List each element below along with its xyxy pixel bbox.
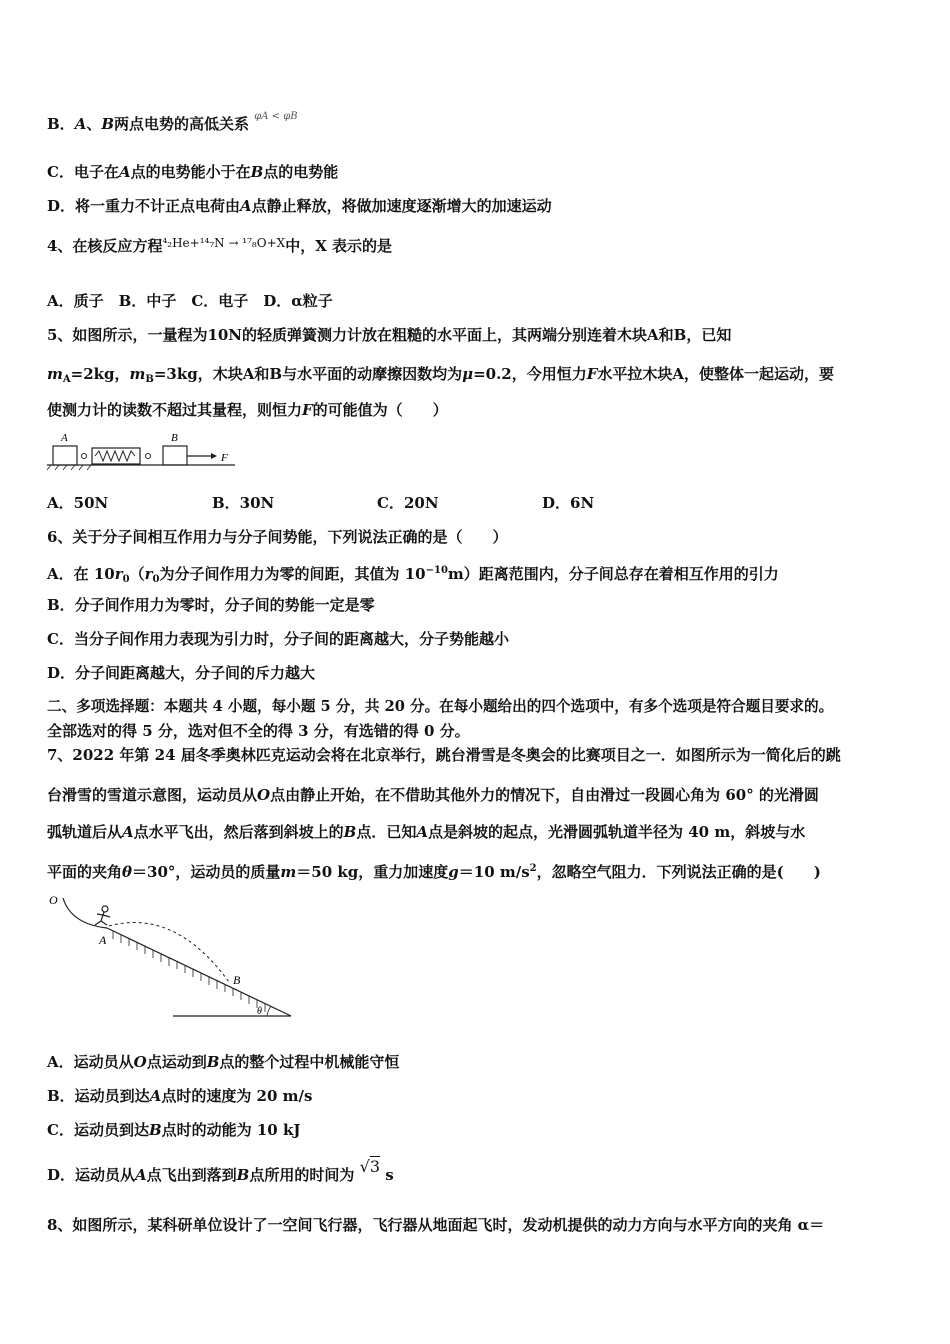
q5-line1: 5、如图所示，一量程为10N的轻质弹簧测力计放在粗糙的水平面上，其两端分别连着木块A和B，已知 xyxy=(47,326,732,344)
q3-option-b-label: B． xyxy=(47,115,75,133)
q7-option-c-text1: C．运动员到达 xyxy=(47,1121,149,1139)
q5-spring-coil xyxy=(95,451,135,461)
q7-option-c-point-b: B xyxy=(148,1121,162,1139)
q3-option-c xyxy=(47,162,338,182)
q5-spring-figure xyxy=(45,428,245,472)
q5-hook-right xyxy=(146,454,151,459)
q7-option-a xyxy=(47,1052,399,1072)
q7-skier-icon xyxy=(95,906,110,925)
q4-stem xyxy=(47,236,392,257)
q3-option-b xyxy=(47,111,298,137)
q7-line3-a: 弧轨道后从 xyxy=(47,823,123,841)
q3-option-d-text1: D．将一重力不计正点电荷由 xyxy=(47,197,241,215)
q5-mass-a: m xyxy=(47,365,63,383)
q7-option-d-point-b: B xyxy=(236,1166,250,1184)
q7-fig-label-b: B xyxy=(233,973,241,987)
q7-option-c xyxy=(47,1120,300,1140)
q5-option-a: A．50N xyxy=(47,494,109,512)
q7-option-a-text2: 点运动到 xyxy=(146,1053,207,1071)
q5-mu: μ xyxy=(462,365,474,383)
q6-option-a xyxy=(47,561,779,590)
q7-ski-jump-figure xyxy=(45,890,295,1020)
q7-theta: θ xyxy=(122,863,133,881)
q7-line1: 7、2022 年第 24 届冬季奥林匹克运动会将在北京举行，跳台滑雪是冬奥会的比赛项目之一．如图所示为一简化后的跳 xyxy=(47,746,841,764)
q7-arc-track xyxy=(63,898,107,928)
q3-option-c-text2: 点的电势能小于在 xyxy=(130,163,251,181)
q7-line4-e: ，忽略空气阻力．下列说法正确的是( ) xyxy=(536,863,821,881)
q7-fig-label-o: O xyxy=(49,893,58,907)
q7-option-a-point-o: O xyxy=(133,1053,147,1071)
q7-option-d-point-a: A xyxy=(135,1166,147,1184)
q7-trajectory xyxy=(109,922,229,982)
q7-option-d-text2: 点飞出到落到 xyxy=(146,1166,237,1184)
q6-option-c: C．当分子间作用力表现为引力时，分子间的距离越大，分子势能越小 xyxy=(47,630,509,648)
q6-r0-b: r xyxy=(144,565,153,583)
q7-slope xyxy=(107,928,291,1016)
q7-line3-point-a2: A xyxy=(416,823,429,841)
q3-option-d-text2: 点静止释放，将做加速度逐渐增大的加速运动 xyxy=(251,197,552,215)
q3-option-c-text1: C．电子在 xyxy=(47,163,119,181)
q5-option-d: D．6N xyxy=(542,494,595,512)
q7-option-b xyxy=(47,1086,312,1106)
q5-option-b: B．30N xyxy=(212,494,275,512)
q6-option-a-text3: 为分子间作用力为零的间距，其值为 10 xyxy=(159,565,426,583)
q6-option-a-text4: m）距离范围内，分子间总存在着相互作用的引力 xyxy=(447,565,779,583)
q3-option-b-formula: φA < φB xyxy=(254,111,298,122)
q5-label-b: B xyxy=(171,432,178,444)
q3-option-d xyxy=(47,196,552,216)
q6-option-b: B．分子间作用力为零时，分子间的势能一定是零 xyxy=(47,596,375,614)
q5-mass-a-sub: A xyxy=(62,374,71,385)
q7-fig-label-a: A xyxy=(99,933,107,947)
q6-r0: r xyxy=(114,565,123,583)
q5-mu-value: =0.2，今用恒力 xyxy=(473,365,587,383)
q6-option-a-text1: A．在 10 xyxy=(47,565,115,583)
q3-option-c-text3: 点的电势能 xyxy=(263,163,339,181)
q5-options xyxy=(47,493,594,513)
q7-line3 xyxy=(47,822,805,842)
q3-option-c-point-a: A xyxy=(118,163,131,181)
q5-label-a: A xyxy=(61,432,68,444)
q7-line3-point-b: B xyxy=(343,823,357,841)
q7-option-b-text2: 点时的速度为 20 m/s xyxy=(161,1087,313,1105)
q5-block-b xyxy=(163,446,187,465)
q4-options: A．质子 B．中子 C．电子 D．α粒子 xyxy=(47,292,333,310)
q3-option-d-point-a: A xyxy=(240,197,252,215)
q7-line2 xyxy=(47,785,819,805)
q5-ground-hatch xyxy=(47,465,91,470)
q3-option-b-point-b: B xyxy=(101,115,115,133)
q7-line3-b: 点水平飞出，然后落到斜坡上的 xyxy=(133,823,344,841)
q5-line2 xyxy=(47,364,834,390)
q7-fig-label-theta: θ xyxy=(257,1006,262,1017)
q5-force: F xyxy=(586,365,598,383)
q7-gravity: g xyxy=(448,863,459,881)
q6-r0-b-sub: 0 xyxy=(152,574,160,585)
q6-option-d: D．分子间距离越大，分子间的斥力越大 xyxy=(47,664,316,682)
q7-slope-hatch xyxy=(113,931,265,1012)
q5-line3 xyxy=(47,400,448,420)
q7-option-b-text1: B．运动员到达 xyxy=(47,1087,150,1105)
q7-angle-arc xyxy=(267,1006,271,1016)
q7-option-c-text2: 点时的动能为 10 kJ xyxy=(161,1121,301,1139)
q5-mass-b-value: =3kg，木块A和B与水平面的动摩擦因数均为 xyxy=(153,365,463,383)
q7-squared: 2 xyxy=(529,863,537,874)
q5-option-c: C．20N xyxy=(377,494,439,512)
q8-line1: 8、如图所示，某科研单位设计了一空间飞行器，飞行器从地面起飞时，发动机提供的动力方向与水平方向的夹角 α＝ xyxy=(47,1216,825,1234)
q6-r0-sub: 0 xyxy=(122,574,130,585)
q7-option-a-point-b: B xyxy=(206,1053,220,1071)
q7-sqrt-value: 3 xyxy=(369,1157,380,1176)
q7-line4 xyxy=(47,859,821,882)
q5-line3-end: 的可能值为（ ） xyxy=(312,401,448,419)
section2-line1: 二、多项选择题：本题共 4 小题，每小题 5 分，共 20 分。在每小题给出的四个选项中，有多个选项是符合题目要求的。 xyxy=(47,698,834,715)
q7-line4-a: 平面的夹角 xyxy=(47,863,123,881)
q7-line3-c: 点．已知 xyxy=(356,823,417,841)
q7-option-b-point-a: A xyxy=(149,1087,162,1105)
q5-mass-b-sub: B xyxy=(145,374,154,385)
q7-point-o: O xyxy=(257,786,271,804)
q3-option-b-sep: 、 xyxy=(86,115,102,133)
q7-mass: m xyxy=(280,863,297,881)
q3-option-c-point-b: B xyxy=(250,163,264,181)
q5-force-arrowhead xyxy=(211,453,217,459)
q3-option-b-text: 两点电势的高低关系 xyxy=(114,115,250,133)
q4-stem-prefix: 4、在核反应方程 xyxy=(47,237,163,255)
q5-block-a xyxy=(53,446,77,465)
q7-option-d xyxy=(47,1157,394,1185)
q6-stem: 6、关于分子间相互作用力与分子间势能，下列说法正确的是（ ） xyxy=(47,528,508,546)
q3-option-b-point-a: A xyxy=(74,115,87,133)
q7-option-a-text1: A．运动员从 xyxy=(47,1053,134,1071)
q5-hook-left xyxy=(82,454,87,459)
q5-line3-prefix: 使测力计的读数不超过其量程，则恒力 xyxy=(47,401,303,419)
q7-option-d-text1: D．运动员从 xyxy=(47,1166,136,1184)
q7-option-d-unit: s xyxy=(385,1166,394,1184)
q5-mass-b: m xyxy=(129,365,146,383)
q5-line2-end: 水平拉木块A，使整体一起运动，要 xyxy=(597,365,835,383)
q7-line3-d: 点是斜坡的起点，光滑圆弧轨道半径为 40 m，斜坡与水 xyxy=(428,823,806,841)
q6-exponent: −10 xyxy=(425,565,448,576)
q7-sqrt: √3 xyxy=(359,1157,380,1176)
q7-line4-b: ＝30°，运动员的质量 xyxy=(132,863,281,881)
section2-line2: 全部选对的得 5 分，选对但不全的得 3 分，有选错的得 0 分。 xyxy=(47,722,470,740)
q7-line2-b: 点由静止开始，在不借助其他外力的情况下，自由滑过一段圆心角为 60° 的光滑圆 xyxy=(270,786,819,804)
q7-option-d-text3: 点所用的时间为 xyxy=(249,1166,355,1184)
q7-line3-point-a: A xyxy=(122,823,134,841)
q4-stem-suffix: 中，X 表示的是 xyxy=(285,237,393,255)
q7-option-a-text3: 点的整个过程中机械能守恒 xyxy=(219,1053,400,1071)
q6-option-a-text2: （ xyxy=(129,565,145,583)
q5-mass-a-value: =2kg， xyxy=(70,365,130,383)
q7-line4-c: ＝50 kg，重力加速度 xyxy=(296,863,449,881)
q7-line2-a: 台滑雪的雪道示意图，运动员从 xyxy=(47,786,258,804)
q7-line4-d: ＝10 m/s xyxy=(458,863,530,881)
q5-force-2: F xyxy=(302,401,313,419)
q4-equation: ⁴₂He+¹⁴₇N → ¹⁷₈O+X xyxy=(162,236,286,250)
q5-label-f: F xyxy=(221,452,228,464)
